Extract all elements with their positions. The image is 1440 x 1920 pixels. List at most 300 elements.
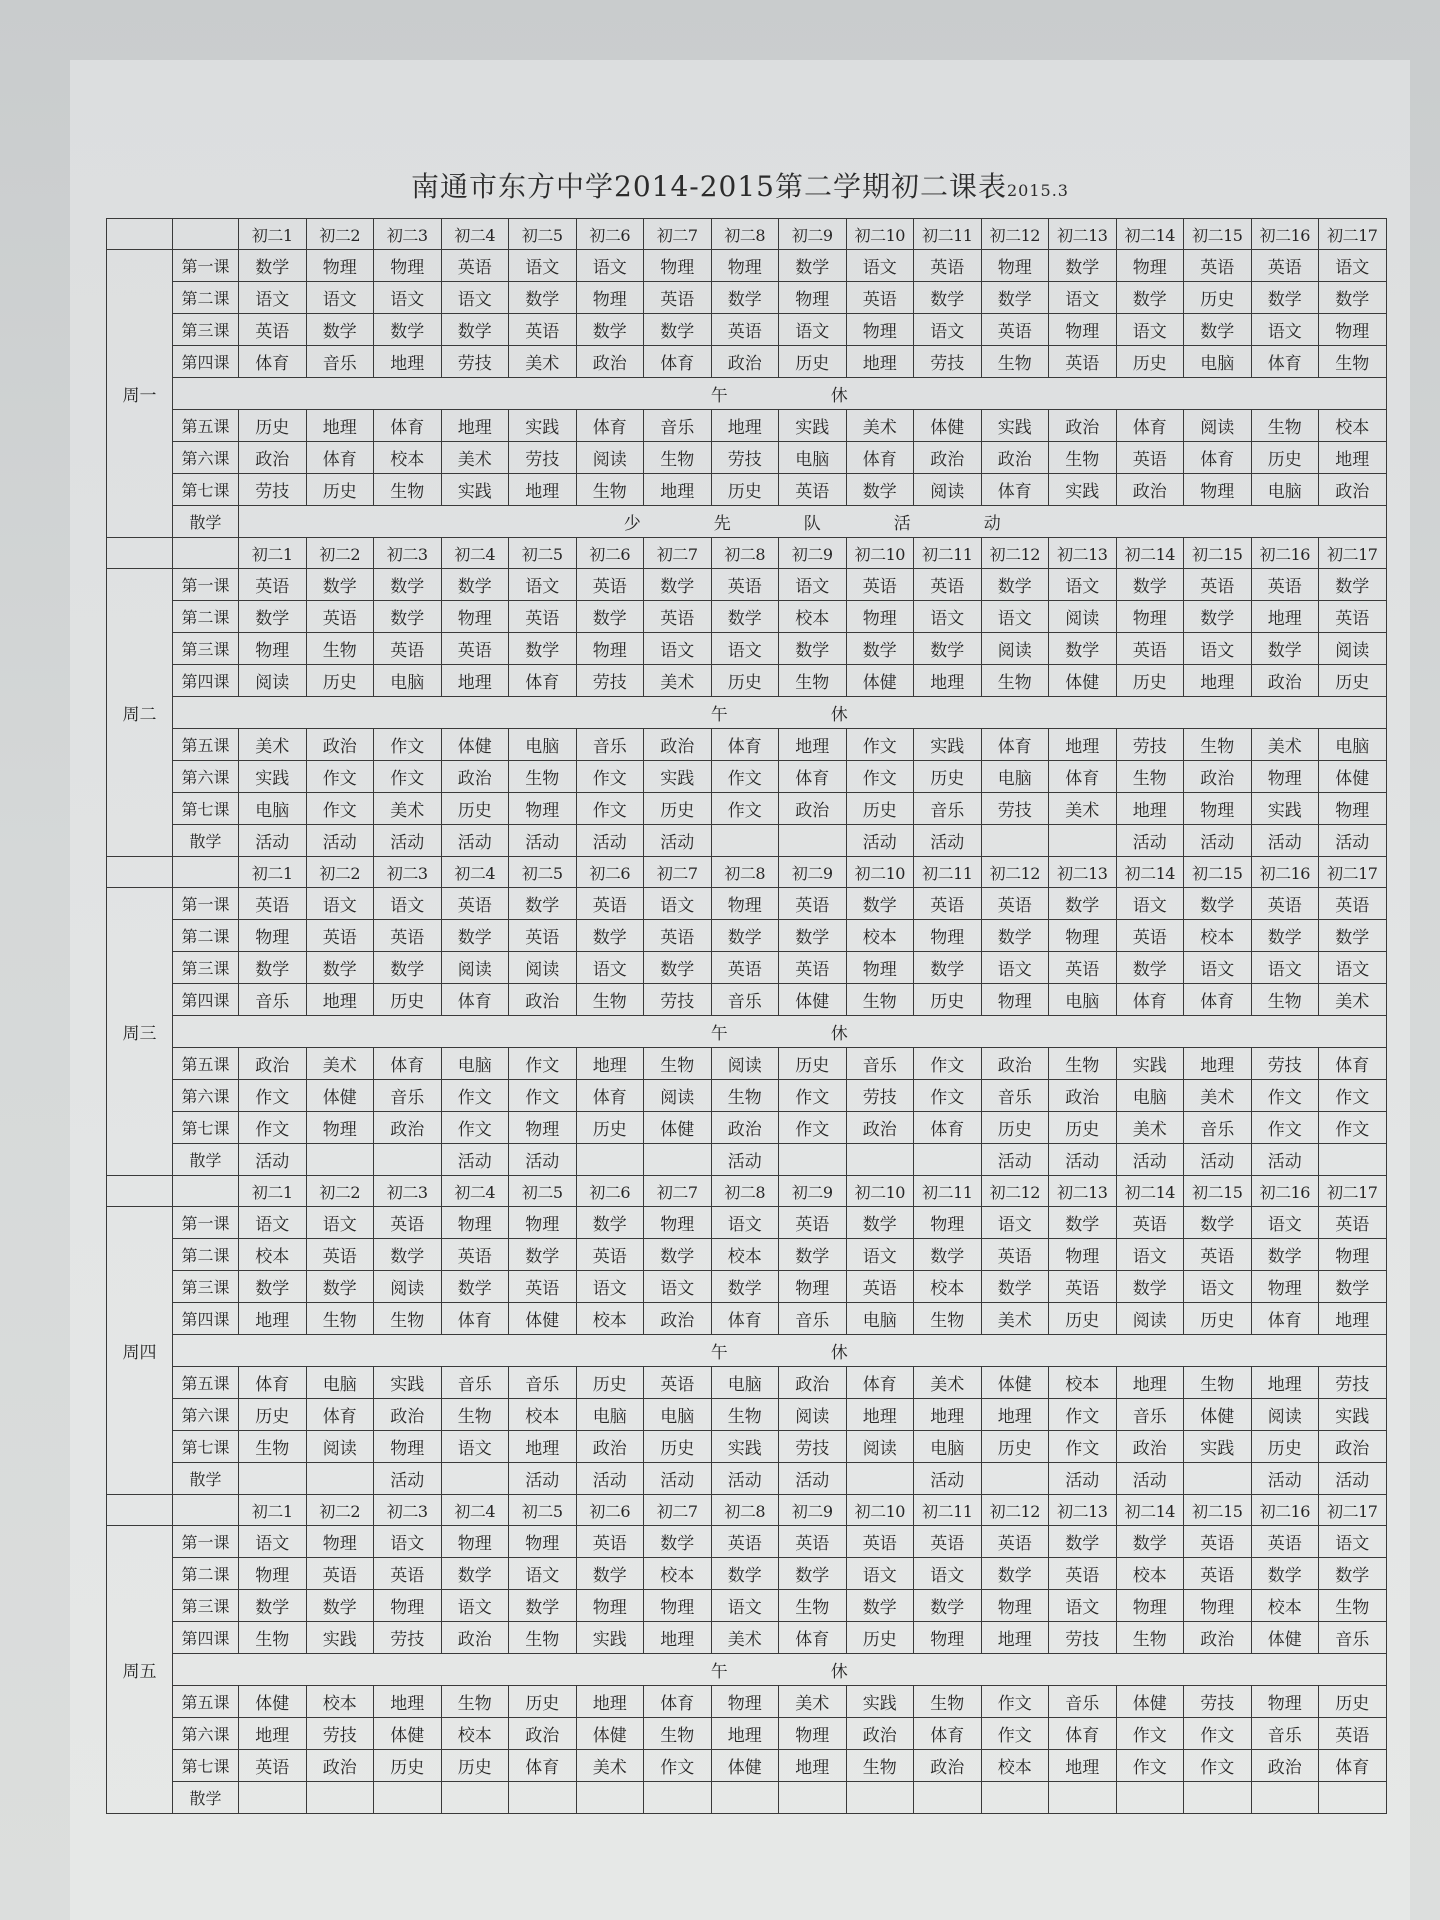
subject-cell: 生物 — [981, 665, 1049, 697]
subject-cell: 体健 — [846, 665, 914, 697]
class-header: 初二5 — [509, 857, 577, 888]
young-pioneers-activity-cell — [239, 506, 1387, 538]
subject-cell: 语文 — [644, 633, 712, 665]
subject-cell: 英语 — [576, 1239, 644, 1271]
activity-cell — [1184, 1782, 1252, 1814]
period-label: 第四课 — [173, 346, 239, 378]
class-header: 初二17 — [1319, 1176, 1387, 1207]
activity-banner-char: 少 — [623, 514, 641, 534]
subject-cell: 数学 — [1116, 569, 1184, 601]
activity-cell: 活动 — [711, 1463, 779, 1495]
subject-cell: 体育 — [306, 442, 374, 474]
subject-cell: 作文 — [914, 1080, 982, 1112]
subject-cell: 数学 — [1251, 1239, 1319, 1271]
subject-cell: 历史 — [306, 665, 374, 697]
header-corner-cell — [173, 1495, 239, 1526]
class-header: 初二9 — [779, 1176, 847, 1207]
subject-cell: 语文 — [779, 569, 847, 601]
subject-cell: 政治 — [1116, 474, 1184, 506]
subject-cell: 英语 — [914, 888, 982, 920]
subject-cell: 作文 — [1184, 1750, 1252, 1782]
activity-cell: 活动 — [711, 1144, 779, 1176]
subject-cell: 英语 — [576, 1526, 644, 1558]
subject-cell: 英语 — [239, 888, 307, 920]
subject-cell: 英语 — [374, 1207, 442, 1239]
subject-cell: 体健 — [981, 1367, 1049, 1399]
activity-cell — [374, 1782, 442, 1814]
subject-cell: 体育 — [1251, 346, 1319, 378]
subject-cell: 英语 — [846, 569, 914, 601]
subject-cell: 实践 — [374, 1367, 442, 1399]
class-header: 初二8 — [711, 1495, 779, 1526]
class-header: 初二12 — [981, 857, 1049, 888]
subject-cell: 体育 — [306, 1399, 374, 1431]
subject-cell: 语文 — [846, 1558, 914, 1590]
subject-cell: 地理 — [1251, 601, 1319, 633]
activity-cell — [576, 1144, 644, 1176]
subject-cell: 物理 — [1251, 761, 1319, 793]
subject-cell: 英语 — [914, 569, 982, 601]
noon-break-text: 休 — [830, 1343, 848, 1363]
class-header: 初二11 — [914, 1495, 982, 1526]
subject-cell: 数学 — [509, 633, 577, 665]
subject-cell: 作文 — [711, 793, 779, 825]
subject-cell: 地理 — [1319, 1303, 1387, 1335]
class-header: 初二12 — [981, 1176, 1049, 1207]
subject-cell: 英语 — [711, 569, 779, 601]
subject-cell: 数学 — [1251, 282, 1319, 314]
subject-cell: 物理 — [509, 1112, 577, 1144]
activity-cell: 活动 — [441, 825, 509, 857]
subject-cell: 数学 — [981, 920, 1049, 952]
subject-cell: 数学 — [576, 1207, 644, 1239]
dismissal-label: 散学 — [173, 506, 239, 538]
activity-cell: 活动 — [1319, 1463, 1387, 1495]
subject-cell: 历史 — [374, 1750, 442, 1782]
subject-cell: 阅读 — [914, 474, 982, 506]
class-header: 初二8 — [711, 538, 779, 569]
class-header: 初二8 — [711, 1176, 779, 1207]
subject-cell: 物理 — [1251, 1271, 1319, 1303]
class-header-row — [107, 1176, 1387, 1207]
subject-cell: 劳技 — [644, 984, 712, 1016]
schedule-title — [70, 165, 1410, 205]
subject-cell: 数学 — [576, 920, 644, 952]
period-label: 第七课 — [173, 474, 239, 506]
subject-cell: 英语 — [374, 633, 442, 665]
subject-cell: 体育 — [981, 474, 1049, 506]
period-label: 第六课 — [173, 1399, 239, 1431]
activity-cell: 活动 — [374, 825, 442, 857]
subject-cell: 阅读 — [374, 1271, 442, 1303]
subject-cell: 电脑 — [644, 1399, 712, 1431]
subject-cell: 语文 — [1116, 888, 1184, 920]
subject-cell: 历史 — [1184, 282, 1252, 314]
subject-cell: 语文 — [1319, 1526, 1387, 1558]
period-label: 第六课 — [173, 442, 239, 474]
subject-cell: 语文 — [981, 601, 1049, 633]
subject-cell: 数学 — [1251, 1558, 1319, 1590]
subject-cell: 数学 — [306, 314, 374, 346]
subject-cell: 电脑 — [1319, 729, 1387, 761]
period-label: 第六课 — [173, 1718, 239, 1750]
subject-cell: 电脑 — [576, 1399, 644, 1431]
subject-cell: 政治 — [644, 1303, 712, 1335]
subject-cell: 实践 — [1251, 793, 1319, 825]
activity-banner-char: 先 — [713, 514, 731, 534]
subject-cell: 生物 — [914, 1686, 982, 1718]
subject-cell: 英语 — [981, 314, 1049, 346]
header-corner-cell — [107, 1176, 173, 1207]
subject-cell: 地理 — [644, 1622, 712, 1654]
noon-break-text: 休 — [830, 1024, 848, 1044]
header-corner-cell — [107, 219, 173, 250]
subject-cell: 生物 — [1049, 1048, 1117, 1080]
subject-cell: 物理 — [441, 601, 509, 633]
activity-cell: 活动 — [1251, 825, 1319, 857]
period-row — [107, 1080, 1387, 1112]
subject-cell: 政治 — [711, 346, 779, 378]
subject-cell: 数学 — [914, 282, 982, 314]
day-label: 周四 — [107, 1207, 173, 1495]
subject-cell: 地理 — [914, 1399, 982, 1431]
activity-cell: 活动 — [914, 825, 982, 857]
activity-cell: 活动 — [576, 825, 644, 857]
subject-cell: 历史 — [306, 474, 374, 506]
subject-cell: 政治 — [644, 729, 712, 761]
subject-cell: 生物 — [509, 1622, 577, 1654]
subject-cell: 体健 — [1116, 1686, 1184, 1718]
activity-cell — [711, 825, 779, 857]
subject-cell: 政治 — [1184, 761, 1252, 793]
activity-cell — [1319, 1144, 1387, 1176]
subject-cell: 政治 — [981, 442, 1049, 474]
subject-cell: 生物 — [576, 984, 644, 1016]
activity-cell — [1184, 1463, 1252, 1495]
subject-cell: 电脑 — [509, 729, 577, 761]
subject-cell: 数学 — [1251, 633, 1319, 665]
subject-cell: 阅读 — [779, 1399, 847, 1431]
subject-cell: 英语 — [1049, 1558, 1117, 1590]
header-corner-cell — [107, 857, 173, 888]
subject-cell: 劳技 — [576, 665, 644, 697]
title-text: 南通市东方中学2014-2015第二学期初二课表 — [411, 170, 1007, 203]
subject-cell: 数学 — [914, 1239, 982, 1271]
subject-cell: 数学 — [509, 1239, 577, 1271]
subject-cell: 物理 — [1184, 1590, 1252, 1622]
subject-cell: 政治 — [1251, 665, 1319, 697]
activity-cell: 活动 — [441, 1144, 509, 1176]
subject-cell: 劳技 — [374, 1622, 442, 1654]
activity-cell — [1049, 825, 1117, 857]
subject-cell: 数学 — [509, 282, 577, 314]
subject-cell: 数学 — [239, 601, 307, 633]
period-row — [107, 1750, 1387, 1782]
period-row — [107, 920, 1387, 952]
class-header: 初二13 — [1049, 538, 1117, 569]
subject-cell: 英语 — [1116, 1207, 1184, 1239]
subject-cell: 地理 — [441, 665, 509, 697]
subject-cell: 物理 — [576, 282, 644, 314]
subject-cell: 校本 — [1251, 1590, 1319, 1622]
subject-cell: 英语 — [914, 1526, 982, 1558]
subject-cell: 历史 — [374, 984, 442, 1016]
header-corner-cell — [107, 538, 173, 569]
class-header: 初二5 — [509, 1176, 577, 1207]
subject-cell: 校本 — [644, 1558, 712, 1590]
subject-cell: 电脑 — [1251, 474, 1319, 506]
subject-cell: 地理 — [779, 1750, 847, 1782]
subject-cell: 体健 — [1049, 665, 1117, 697]
subject-cell: 物理 — [644, 1207, 712, 1239]
subject-cell: 体健 — [779, 984, 847, 1016]
activity-cell — [239, 1463, 307, 1495]
subject-cell: 语文 — [1049, 282, 1117, 314]
subject-cell: 历史 — [644, 793, 712, 825]
subject-cell: 阅读 — [1184, 410, 1252, 442]
subject-cell: 英语 — [306, 601, 374, 633]
subject-cell: 地理 — [1319, 442, 1387, 474]
subject-cell: 生物 — [779, 665, 847, 697]
subject-cell: 数学 — [1049, 888, 1117, 920]
subject-cell: 英语 — [509, 920, 577, 952]
class-header: 初二12 — [981, 538, 1049, 569]
subject-cell: 数学 — [1116, 1526, 1184, 1558]
subject-cell: 电脑 — [846, 1303, 914, 1335]
activity-cell — [981, 825, 1049, 857]
subject-cell: 美术 — [1049, 793, 1117, 825]
subject-cell: 体健 — [509, 1303, 577, 1335]
subject-cell: 地理 — [981, 1399, 1049, 1431]
subject-cell: 数学 — [644, 1526, 712, 1558]
subject-cell: 物理 — [576, 1590, 644, 1622]
subject-cell: 数学 — [1319, 1271, 1387, 1303]
subject-cell: 阅读 — [711, 1048, 779, 1080]
noon-break-cell — [173, 697, 1387, 729]
subject-cell: 英语 — [779, 952, 847, 984]
subject-cell: 实践 — [441, 474, 509, 506]
subject-cell: 实践 — [306, 1622, 374, 1654]
subject-cell: 语文 — [1049, 1590, 1117, 1622]
subject-cell: 音乐 — [914, 793, 982, 825]
subject-cell: 美术 — [1116, 1112, 1184, 1144]
title-date: 2015.3 — [1007, 181, 1069, 200]
subject-cell: 体育 — [711, 729, 779, 761]
subject-cell: 历史 — [1319, 1686, 1387, 1718]
subject-cell: 物理 — [441, 1207, 509, 1239]
activity-cell: 活动 — [239, 825, 307, 857]
subject-cell: 电脑 — [981, 761, 1049, 793]
subject-cell: 英语 — [1049, 1271, 1117, 1303]
subject-cell: 生物 — [1116, 1622, 1184, 1654]
subject-cell: 物理 — [306, 1112, 374, 1144]
subject-cell: 生物 — [1251, 984, 1319, 1016]
subject-cell: 地理 — [374, 1686, 442, 1718]
subject-cell: 政治 — [779, 793, 847, 825]
class-header: 初二17 — [1319, 538, 1387, 569]
subject-cell: 音乐 — [239, 984, 307, 1016]
subject-cell: 数学 — [306, 1590, 374, 1622]
period-row — [107, 1558, 1387, 1590]
class-header: 初二7 — [644, 1176, 712, 1207]
period-label: 第一课 — [173, 250, 239, 282]
subject-cell: 实践 — [1049, 474, 1117, 506]
subject-cell: 作文 — [576, 761, 644, 793]
subject-cell: 语文 — [1116, 1239, 1184, 1271]
subject-cell: 体育 — [441, 984, 509, 1016]
subject-cell: 数学 — [711, 920, 779, 952]
subject-cell: 英语 — [644, 601, 712, 633]
activity-cell — [846, 1144, 914, 1176]
subject-cell: 作文 — [306, 793, 374, 825]
class-header: 初二13 — [1049, 219, 1117, 250]
subject-cell: 英语 — [1184, 1558, 1252, 1590]
subject-cell: 体育 — [846, 1367, 914, 1399]
period-row — [107, 633, 1387, 665]
subject-cell: 物理 — [711, 888, 779, 920]
subject-cell: 政治 — [1319, 1431, 1387, 1463]
dismissal-row — [107, 1463, 1387, 1495]
subject-cell: 政治 — [1049, 1080, 1117, 1112]
subject-cell: 英语 — [509, 1271, 577, 1303]
subject-cell: 地理 — [306, 984, 374, 1016]
subject-cell: 体育 — [644, 346, 712, 378]
subject-cell: 作文 — [846, 729, 914, 761]
subject-cell: 英语 — [981, 888, 1049, 920]
header-corner-cell — [173, 219, 239, 250]
subject-cell: 语文 — [1251, 314, 1319, 346]
subject-cell: 英语 — [711, 314, 779, 346]
subject-cell: 地理 — [441, 410, 509, 442]
subject-cell: 阅读 — [846, 1431, 914, 1463]
subject-cell: 物理 — [914, 1207, 982, 1239]
period-label: 第四课 — [173, 1622, 239, 1654]
subject-cell: 音乐 — [1184, 1112, 1252, 1144]
class-header: 初二3 — [374, 1495, 442, 1526]
activity-cell — [306, 1463, 374, 1495]
subject-cell: 美术 — [306, 1048, 374, 1080]
subject-cell: 数学 — [1184, 888, 1252, 920]
subject-cell: 英语 — [441, 633, 509, 665]
subject-cell: 语文 — [981, 1207, 1049, 1239]
subject-cell: 语文 — [441, 1431, 509, 1463]
subject-cell: 数学 — [374, 1239, 442, 1271]
activity-cell — [779, 1144, 847, 1176]
subject-cell: 历史 — [576, 1367, 644, 1399]
subject-cell: 物理 — [239, 1558, 307, 1590]
subject-cell: 语文 — [1184, 1271, 1252, 1303]
class-header: 初二11 — [914, 219, 982, 250]
subject-cell: 地理 — [1184, 1048, 1252, 1080]
class-header: 初二13 — [1049, 1495, 1117, 1526]
subject-cell: 体育 — [441, 1303, 509, 1335]
class-header: 初二6 — [576, 857, 644, 888]
period-label: 第一课 — [173, 1207, 239, 1239]
day-label: 周二 — [107, 569, 173, 857]
subject-cell: 英语 — [779, 1526, 847, 1558]
subject-cell: 地理 — [981, 1622, 1049, 1654]
class-header: 初二4 — [441, 219, 509, 250]
period-row — [107, 410, 1387, 442]
subject-cell: 生物 — [306, 633, 374, 665]
subject-cell: 语文 — [914, 1558, 982, 1590]
activity-cell — [981, 1782, 1049, 1814]
noon-break-text: 午 — [710, 1024, 728, 1044]
subject-cell: 电脑 — [1184, 346, 1252, 378]
subject-cell: 历史 — [1251, 442, 1319, 474]
subject-cell: 体育 — [779, 1622, 847, 1654]
noon-break-text: 午 — [710, 1343, 728, 1363]
activity-cell: 活动 — [1184, 1144, 1252, 1176]
subject-cell: 数学 — [711, 282, 779, 314]
activity-banner-char: 动 — [983, 514, 1001, 534]
subject-cell: 地理 — [846, 1399, 914, 1431]
period-row — [107, 1622, 1387, 1654]
activity-cell — [914, 1782, 982, 1814]
subject-cell: 地理 — [1116, 793, 1184, 825]
subject-cell: 英语 — [1184, 569, 1252, 601]
period-label: 第六课 — [173, 1080, 239, 1112]
subject-cell: 生物 — [374, 474, 442, 506]
subject-cell: 生物 — [779, 1590, 847, 1622]
class-header: 初二1 — [239, 219, 307, 250]
subject-cell: 语文 — [239, 1207, 307, 1239]
subject-cell: 历史 — [779, 1048, 847, 1080]
class-header: 初二15 — [1184, 1176, 1252, 1207]
period-row — [107, 1207, 1387, 1239]
subject-cell: 生物 — [644, 1048, 712, 1080]
subject-cell: 音乐 — [576, 729, 644, 761]
activity-cell: 活动 — [306, 825, 374, 857]
subject-cell: 数学 — [1319, 920, 1387, 952]
class-header: 初二15 — [1184, 219, 1252, 250]
subject-cell: 数学 — [1116, 1271, 1184, 1303]
subject-cell: 物理 — [1319, 793, 1387, 825]
subject-cell: 物理 — [846, 314, 914, 346]
subject-cell: 英语 — [1116, 442, 1184, 474]
activity-cell: 活动 — [846, 825, 914, 857]
day-label: 周五 — [107, 1526, 173, 1814]
activity-cell — [846, 1782, 914, 1814]
class-header: 初二4 — [441, 538, 509, 569]
subject-cell: 英语 — [509, 314, 577, 346]
activity-cell — [711, 1782, 779, 1814]
subject-cell: 作文 — [779, 1112, 847, 1144]
subject-cell: 实践 — [1116, 1048, 1184, 1080]
period-label: 第四课 — [173, 1303, 239, 1335]
subject-cell: 英语 — [779, 888, 847, 920]
subject-cell: 体育 — [1251, 1303, 1319, 1335]
subject-cell: 语文 — [1116, 314, 1184, 346]
subject-cell: 物理 — [1049, 920, 1117, 952]
subject-cell: 美术 — [239, 729, 307, 761]
subject-cell: 阅读 — [239, 665, 307, 697]
subject-cell: 数学 — [981, 1558, 1049, 1590]
subject-cell: 电脑 — [239, 793, 307, 825]
period-label: 第一课 — [173, 1526, 239, 1558]
period-row — [107, 1303, 1387, 1335]
subject-cell: 历史 — [1049, 1303, 1117, 1335]
class-header: 初二10 — [846, 1176, 914, 1207]
header-corner-cell — [107, 1495, 173, 1526]
subject-cell: 语文 — [441, 1590, 509, 1622]
subject-cell: 历史 — [711, 474, 779, 506]
class-header: 初二5 — [509, 219, 577, 250]
subject-cell: 音乐 — [644, 410, 712, 442]
subject-cell: 数学 — [846, 474, 914, 506]
activity-cell — [1251, 1782, 1319, 1814]
period-row — [107, 1399, 1387, 1431]
